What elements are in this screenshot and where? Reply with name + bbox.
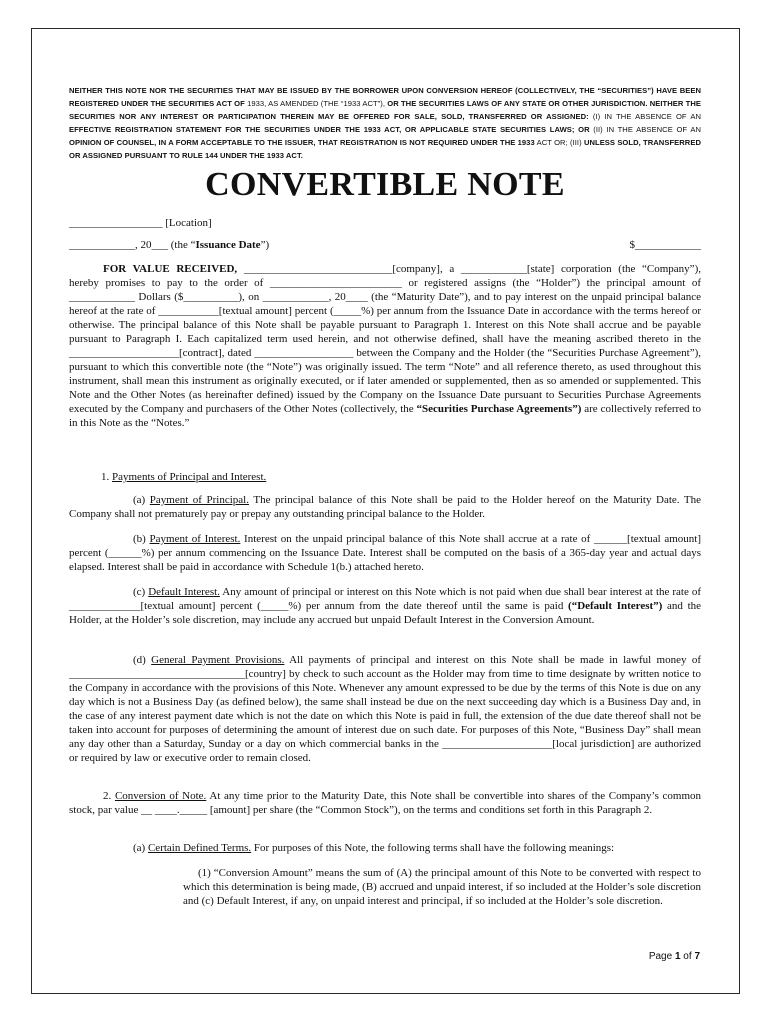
section-2a-text: For purposes of this Note, the following terms shall have the following meanings: xyxy=(251,842,615,854)
legend-text-3: EFFECTIVE REGISTRATION STATEMENT FOR THE SECURITIES UNDER THE 1933 ACT, OR APPLICABLE STATE SECURITIES LAWS; OR xyxy=(69,125,590,134)
section-1b xyxy=(69,532,701,574)
page-number: 1 xyxy=(674,951,681,962)
location-line: _________________ [Location] xyxy=(69,217,212,229)
securities-legend xyxy=(69,84,701,162)
document-title: CONVERTIBLE NOTE xyxy=(205,166,565,203)
issuance-date-prefix: ____________, 20___ (the “ xyxy=(69,239,196,251)
page-label: Page xyxy=(648,951,675,962)
conversion-amount-definition: (1) “Conversion Amount” means the sum of (A) the principal amount of this Note to be converted with respect to which this determination is being made, (B) accrued and unpaid interest, if so included at the Holder’s sole discretion and (c) Default Interest, if any, on unpaid interest and principal, if so included at the Holder’s sole discretion. xyxy=(183,867,701,907)
default-interest-term: (“Default Interest”) xyxy=(568,600,663,612)
section-1c-title: Default Interest. xyxy=(148,586,220,598)
legend-text-1: NEITHER THIS NOTE NOR THE SECURITIES THAT MAY BE ISSUED BY THE BORROWER UPON CONVERSION HEREOF (COLLECTIVELY, THE “SECURITIES”) HAVE BEEN REGISTERED UNDER THE SECURITIES ACT OF xyxy=(69,86,701,108)
intro-paragraph xyxy=(69,262,701,430)
section-1b-text: Interest on the unpaid principal balance of this Note shall accrue at a rate of ______[textual amount] percent (______%) per annum commencing on the Issuance Date. Interest shall be computed on the basis of a 365-day year and actual days elapsed. Interest shall be paid in accordance with Schedule 1(b.) attached hereto. xyxy=(69,533,701,573)
section-1a-text: The principal balance of this Note shall be paid to the Holder hereof on the Maturity Date. The Company shall not prematurely pay or prepay any outstanding principal balance to the Holder. xyxy=(69,494,701,520)
issuance-date-suffix: ”) xyxy=(260,239,270,251)
intro-text: ___________________________[company], a ____________[state] corporation (the “Company”), hereby promises to pay to the order of ________________________ or registered assigns (the “Holder”) the principal amount of ____________ Dollars ($__________), on ____________, 20____ (the “Maturity Date”), and to pay interest on the unpaid principal balance hereof at the rate of ___________[textual amount] percent (_____%) per annum from the Issuance Date in accordance with the terms hereof or otherwise. The principal balance of this Note shall be payable pursuant to Paragraph 1. Interest on this Note shall accrue and be payable pursuant to Paragraph I. Each capitalized term used herein, and not otherwise defined, shall have the meaning ascribed thereto in the ____________________[contract], dated __________________ between the Company and the Holder (the “Securities Purchase Agreement”), pursuant to which this convertible note (the “Note”) was originally issued. The term “Note” and all reference thereto, as used throughout this instrument, shall mean this instrument as originally executed, or if later amended or supplemented, then as so amended or supplemented. This Note and the Other Notes (as hereinafter defined) issued by the Company on the Issuance Date pursuant to Securities Purchase Agreements executed by the Company and purchasers of the Other Notes (collectively, the xyxy=(69,263,701,415)
value-received-lead: FOR VALUE RECEIVED, xyxy=(103,263,238,275)
section-1c-text: Any amount of principal or interest on this Note which is not paid when due shall bear interest at the rate of _____________[textual amount] percent (_____%) per annum from the date thereof until the same is paid xyxy=(69,586,701,612)
legend-text-5: UNLESS SOLD, TRANSFERRED OR ASSIGNED PURSUANT TO RULE 144 UNDER THE 1933 ACT. xyxy=(69,138,701,160)
section-1-title: Payments of Principal and Interest. xyxy=(112,471,267,483)
section-1d-text: All payments of principal and interest on this Note shall be made in lawful money of ________________________________[country] by check to such account as the Holder may from time to time designate by written notice to the Company in accordance with the provisions of this Note. Whenever any amount expressed to be due by the terms of this Note is due on any day which is not a Business Day (as defined below), the same shall instead be due on the next succeeding day which is a Business Day and, in the case of any interest payment date which is not the date on which this Note is paid in full, the extension of the due date thereof shall not be taken into account for purposes of determining the amount of interest due on such date. For purposes of this Note, “Business Day” shall mean any day other than a Saturday, Sunday or a day on which commercial banks in the ____________________[local jurisdiction] are authorized or required by law or executive order to remain closed. xyxy=(69,654,702,764)
section-1a-title: Payment of Principal. xyxy=(149,494,249,506)
section-2-text: At any time prior to the Maturity Date, this Note shall be convertible into shares of the Company’s common stock, par value __ ____._____ [amount] per share (the “Common Stock”), on the terms and conditions set forth in this Paragraph 2. xyxy=(69,790,702,816)
section-1d-label: (d) xyxy=(133,654,152,666)
section-2a-1 xyxy=(183,866,701,908)
legend-text-4: OPINION OF COUNSEL, IN A FORM ACCEPTABLE TO THE ISSUER, THAT REGISTRATION IS NOT REQUIRED UNDER THE 1933 xyxy=(69,138,535,147)
section-1-number: 1. xyxy=(101,471,112,483)
section-1a-label: (a) xyxy=(133,494,150,506)
section-1a xyxy=(69,493,701,521)
section-1d-title: General Payment Provisions. xyxy=(151,654,285,666)
section-2-title: Conversion of Note. xyxy=(114,790,207,802)
issuance-date-line xyxy=(69,238,269,252)
page-total: 7 xyxy=(694,951,700,962)
section-1c-tail: and the Holder, at the Holder’s sole discretion, may include any accrued but unpaid Default Interest in the Conversion Amount. xyxy=(69,600,702,626)
legend-text-1n: 1933, AS AMENDED (THE “1933 ACT”), xyxy=(244,99,386,108)
issuance-date-term: Issuance Date xyxy=(195,239,261,251)
legend-text-2: OR THE SECURITIES LAWS OF ANY STATE OR OTHER JURISDICTION. NEITHER THE SECURITIES NOR ANY INTEREST OR PARTICIPATION THEREIN MAY BE OFFERED FOR SALE, SOLD, TRANSFERRED OR ASSIGNED: xyxy=(69,99,701,121)
page-footer xyxy=(649,951,700,962)
section-1c xyxy=(69,585,701,627)
legend-text-2n: (I) IN THE ABSENCE OF AN xyxy=(588,112,701,121)
section-1c-label: (c) xyxy=(133,586,149,598)
section-1-heading xyxy=(101,470,266,484)
section-1b-title: Payment of Interest. xyxy=(149,533,241,545)
legend-text-3n: (II) IN THE ABSENCE OF AN xyxy=(589,125,701,134)
amount-line: $____________ xyxy=(629,239,701,251)
section-1b-label: (b) xyxy=(133,533,150,545)
section-2 xyxy=(69,789,701,817)
section-2-number: 2. xyxy=(103,790,115,802)
spa-term: “Securities Purchase Agreements”) xyxy=(416,403,582,415)
legend-text-4n: ACT OR; (III) xyxy=(534,138,582,147)
section-2a xyxy=(69,841,701,855)
intro-tail: are collectively referred to in this Note as the “Notes.” xyxy=(69,403,701,429)
page-of: of xyxy=(680,951,695,962)
section-2a-label: (a) xyxy=(133,842,148,854)
section-1d xyxy=(69,653,701,765)
section-2a-title: Certain Defined Terms. xyxy=(147,842,252,854)
